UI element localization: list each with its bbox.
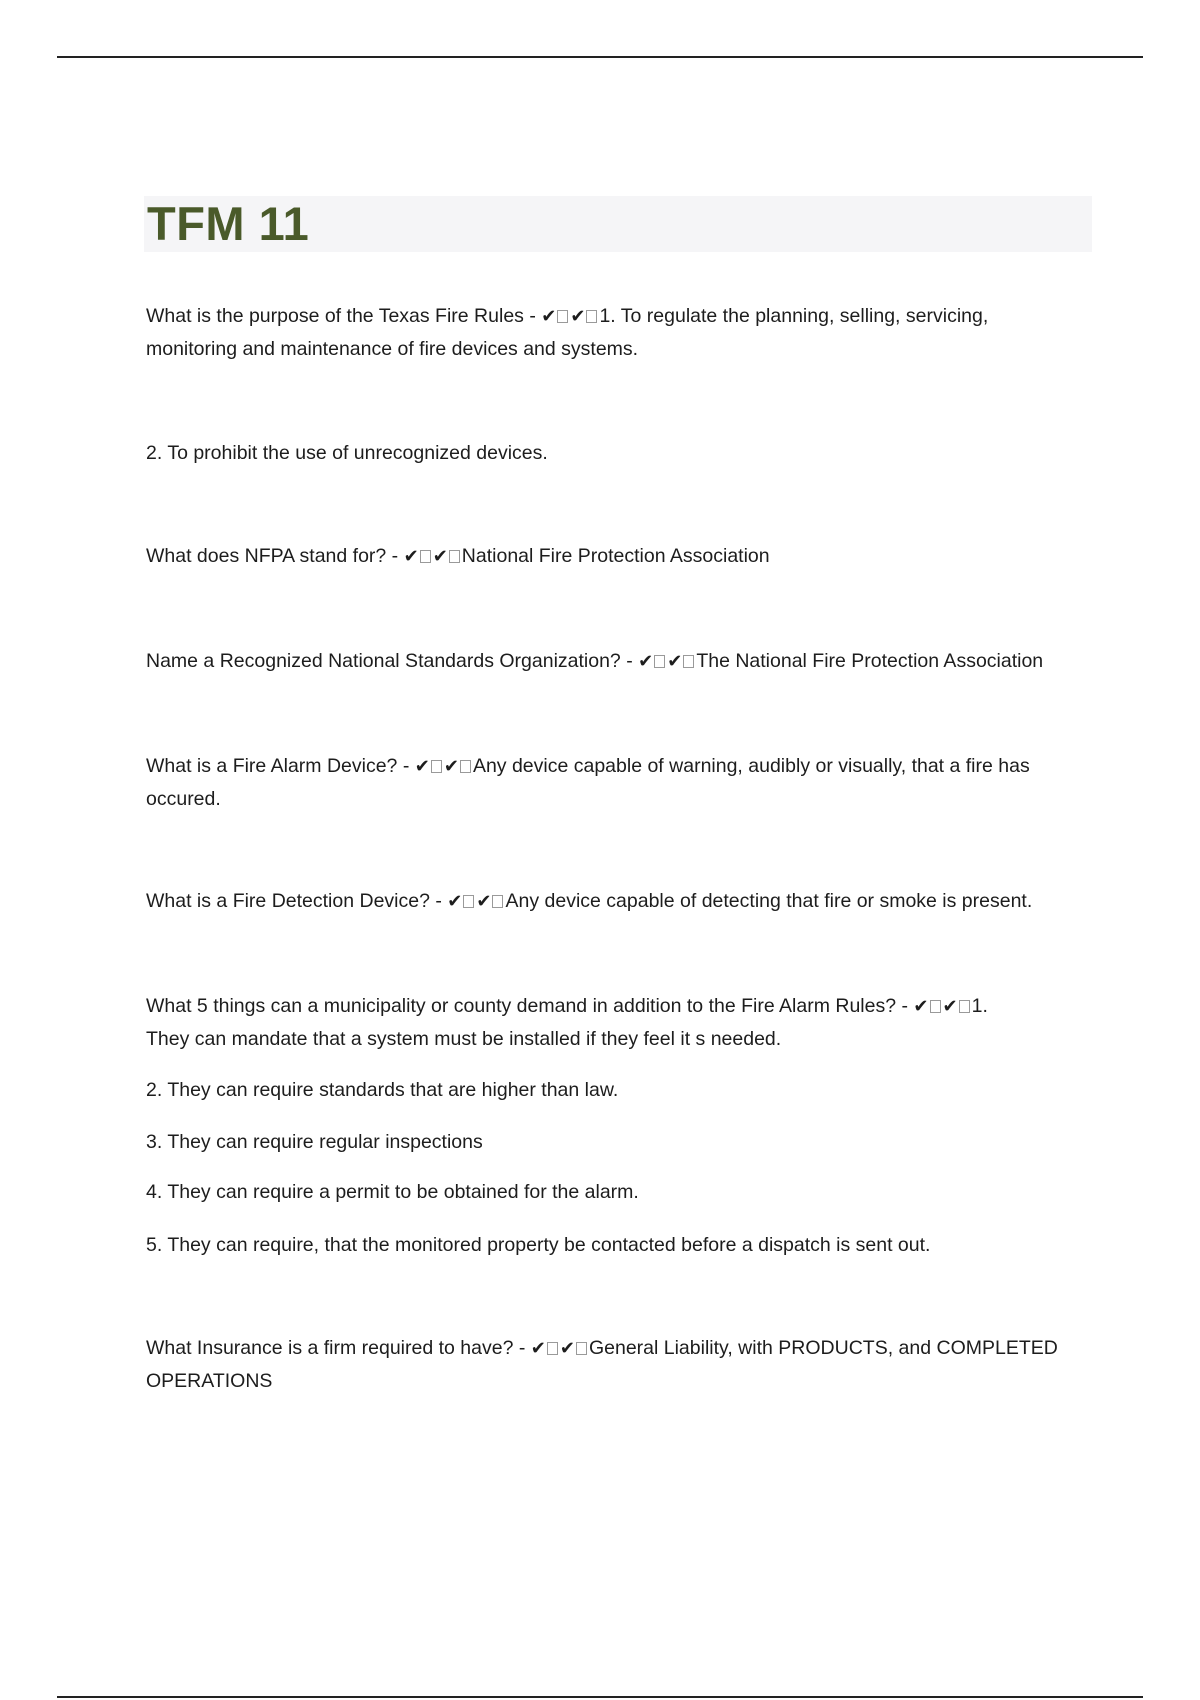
list-item bbox=[146, 1074, 1096, 1106]
answer-text: Any device capable of warning, audibly or visually, that a fire has bbox=[472, 755, 1030, 777]
answer-text-continued: OPERATIONS bbox=[146, 1370, 273, 1392]
box-icon bbox=[420, 550, 431, 563]
box-icon bbox=[492, 895, 503, 908]
separator: - bbox=[523, 305, 542, 327]
item-text: 4. They can require a permit to be obtained for the alarm. bbox=[146, 1181, 639, 1203]
item-text: 5. They can require, that the monitored property be contacted before a dispatch is sent out. bbox=[146, 1234, 931, 1256]
qa-entry-4 bbox=[146, 750, 1096, 815]
question-text: What does NFPA stand for? bbox=[146, 545, 387, 567]
check-icon: ✔ bbox=[570, 306, 586, 327]
top-rule bbox=[57, 56, 1143, 58]
check-icon: ✔ bbox=[667, 651, 683, 672]
item-text: 2. To prohibit the use of unrecognized devices. bbox=[146, 442, 548, 464]
qa-entry-3 bbox=[146, 645, 1096, 678]
check-icon: ✔ bbox=[638, 651, 654, 672]
title-banner bbox=[144, 196, 1092, 252]
separator: - bbox=[397, 755, 415, 777]
separator: - bbox=[429, 890, 448, 912]
check-icon: ✔ bbox=[403, 546, 419, 567]
question-text: Name a Recognized National Standards Organization? bbox=[146, 650, 621, 672]
qa-entry-7 bbox=[146, 1332, 1096, 1397]
item-text: 2. They can require standards that are higher than law. bbox=[146, 1079, 619, 1101]
box-icon bbox=[463, 895, 474, 908]
answer-text: Any device capable of detecting that fire or smoke is present. bbox=[505, 890, 1033, 912]
answer-text: The National Fire Protection Association bbox=[696, 650, 1044, 672]
box-icon bbox=[683, 655, 694, 668]
list-item bbox=[146, 1229, 1096, 1261]
answer-text: 1. To regulate the planning, selling, servicing, bbox=[599, 305, 989, 327]
box-icon bbox=[460, 760, 471, 773]
answer-text: General Liability, with PRODUCTS, and COMPLETED bbox=[588, 1337, 1058, 1359]
box-icon bbox=[930, 1000, 941, 1013]
page-title: TFM 11 bbox=[147, 197, 310, 250]
answer-text-continued: They can mandate that a system must be installed if they feel it s needed. bbox=[146, 1028, 782, 1050]
item-text: 3. They can require regular inspections bbox=[146, 1131, 483, 1153]
question-text: What Insurance is a firm required to have? bbox=[146, 1337, 514, 1359]
separator: - bbox=[513, 1337, 531, 1359]
bottom-rule bbox=[57, 1696, 1143, 1698]
box-icon bbox=[449, 550, 460, 563]
check-icon: ✔ bbox=[432, 546, 448, 567]
list-item bbox=[146, 437, 1096, 469]
box-icon bbox=[576, 1342, 587, 1355]
list-item bbox=[146, 1176, 1096, 1208]
check-icon: ✔ bbox=[942, 996, 958, 1017]
separator: - bbox=[386, 545, 404, 567]
separator: - bbox=[620, 650, 639, 672]
box-icon bbox=[586, 310, 597, 323]
check-icon: ✔ bbox=[447, 891, 463, 912]
box-icon bbox=[431, 760, 442, 773]
answer-text: 1. bbox=[971, 995, 988, 1017]
check-icon: ✔ bbox=[913, 996, 929, 1017]
answer-text-continued: occured. bbox=[146, 788, 221, 810]
question-text: What is a Fire Alarm Device? bbox=[146, 755, 398, 777]
box-icon bbox=[654, 655, 665, 668]
box-icon bbox=[547, 1342, 558, 1355]
answer-text: National Fire Protection Association bbox=[461, 545, 770, 567]
qa-entry-1 bbox=[146, 300, 1096, 365]
check-icon: ✔ bbox=[530, 1338, 546, 1359]
check-icon: ✔ bbox=[559, 1338, 575, 1359]
check-icon: ✔ bbox=[443, 756, 459, 777]
qa-entry-5 bbox=[146, 885, 1096, 918]
question-text: What is a Fire Detection Device? bbox=[146, 890, 430, 912]
answer-text-continued: monitoring and maintenance of fire devices and systems. bbox=[146, 338, 639, 360]
check-icon: ✔ bbox=[414, 756, 430, 777]
check-icon: ✔ bbox=[476, 891, 492, 912]
qa-entry-6 bbox=[146, 990, 1096, 1055]
separator: - bbox=[896, 995, 914, 1017]
box-icon bbox=[959, 1000, 970, 1013]
question-text: What is the purpose of the Texas Fire Rules bbox=[146, 305, 524, 327]
box-icon bbox=[557, 310, 568, 323]
question-text: What 5 things can a municipality or county demand in addition to the Fire Alarm Rules? bbox=[146, 995, 897, 1017]
check-icon: ✔ bbox=[541, 306, 557, 327]
list-item bbox=[146, 1126, 1096, 1158]
qa-entry-2 bbox=[146, 540, 1096, 573]
